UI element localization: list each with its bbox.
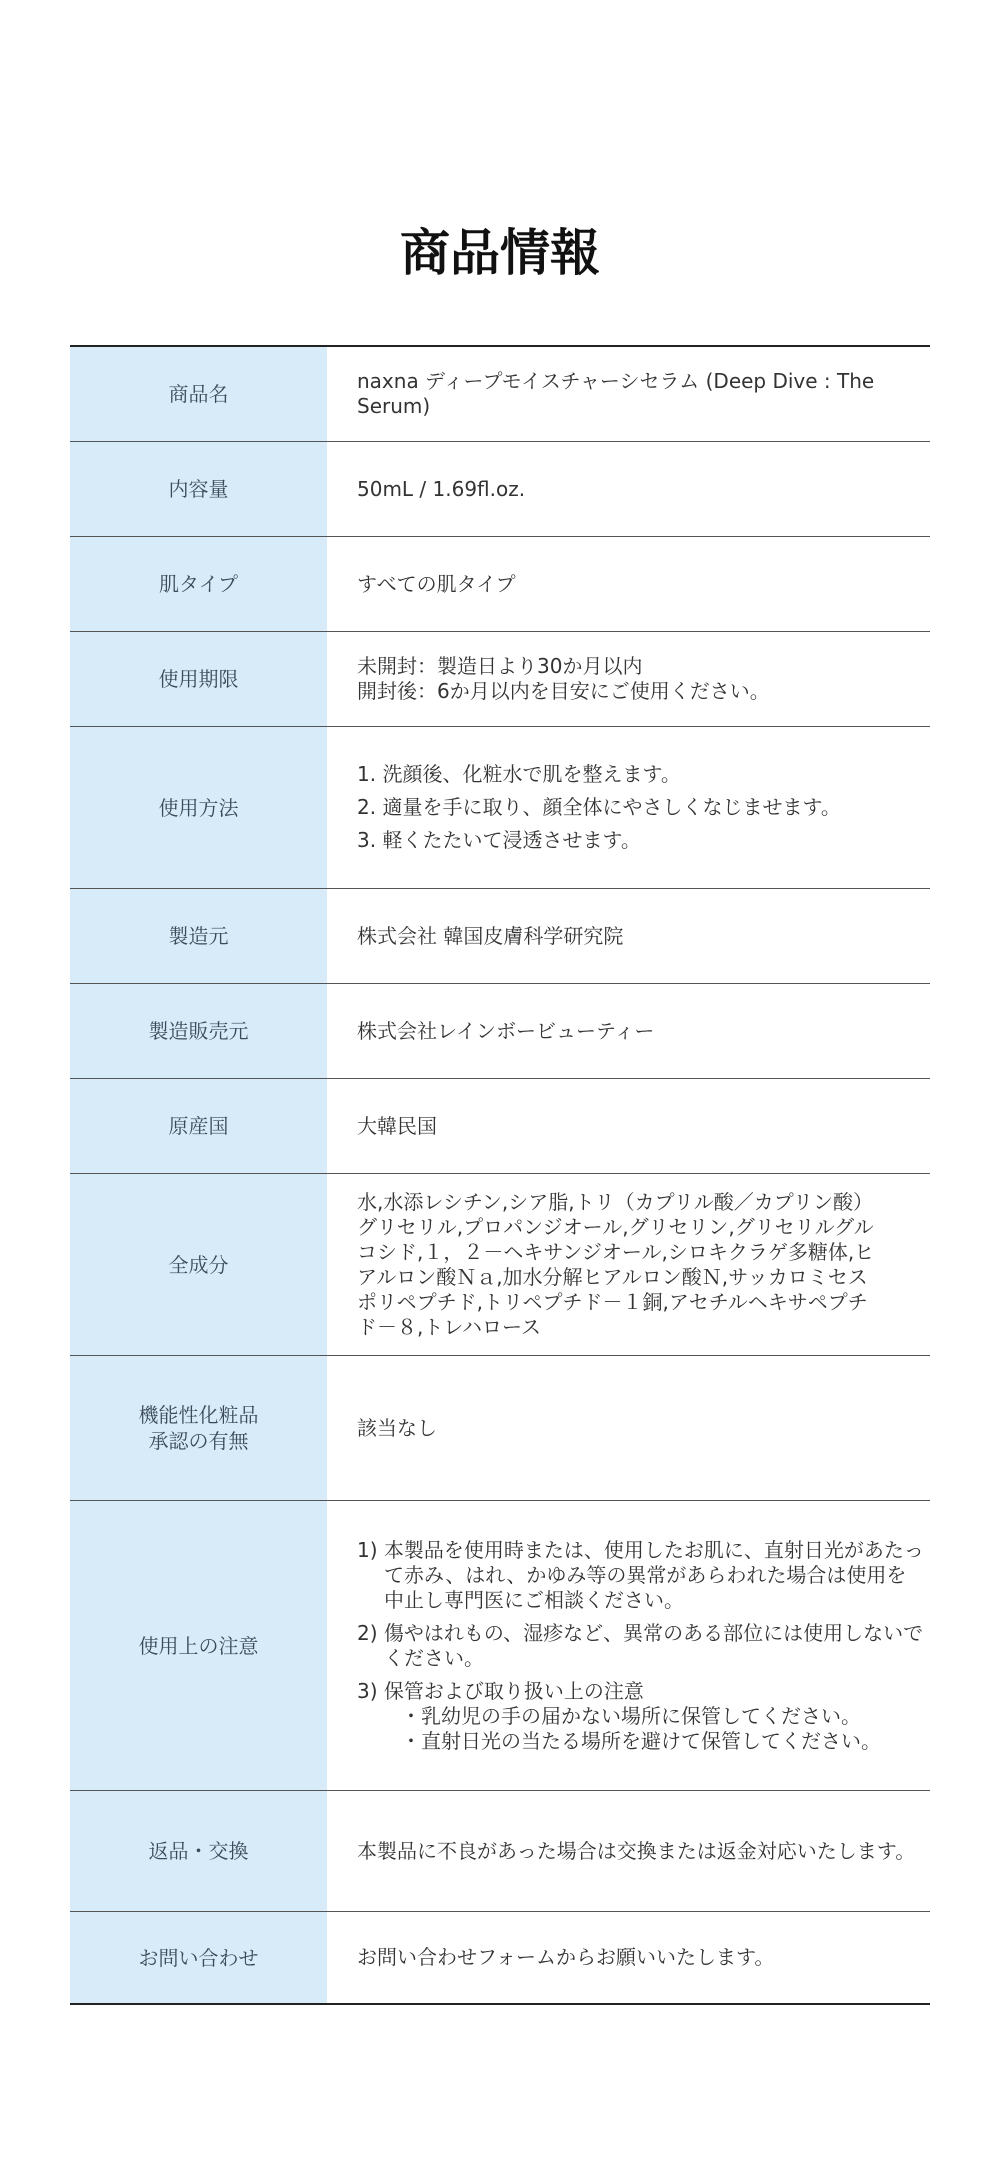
row-distributor — [70, 984, 930, 1079]
label-ingredients: 全成分 — [70, 1174, 327, 1355]
value-functional-cosmetic — [327, 1356, 930, 1500]
row-contact — [70, 1912, 930, 2003]
row-origin — [70, 1079, 930, 1174]
label-functional-cosmetic — [70, 1356, 327, 1500]
label-caution: 使用上の注意 — [70, 1501, 327, 1790]
label-volume: 内容量 — [70, 442, 327, 536]
usage-step: 1. 洗顔後、化粧水で肌を整えます。 — [357, 762, 681, 786]
row-manufacturer — [70, 889, 930, 984]
product-name-text: naxna ディープモイスチャーシセラム (Deep Dive : The Serum) — [357, 369, 875, 418]
value-origin — [327, 1079, 930, 1173]
value-returns — [327, 1791, 930, 1911]
row-volume — [70, 442, 930, 537]
caution-item: 3) 保管および取り扱い上の注意 — [357, 1678, 644, 1703]
label-expiry: 使用期限 — [70, 632, 327, 726]
label-manufacturer: 製造元 — [70, 889, 327, 983]
label-functional-line: 機能性化粧品 — [138, 1403, 259, 1427]
usage-step: 3. 軽くたたいて浸透させます。 — [357, 828, 641, 852]
volume-text: 50mL / 1.69fl.oz. — [357, 476, 526, 501]
label-product-name: 商品名 — [70, 347, 327, 441]
value-distributor — [327, 984, 930, 1078]
row-usage — [70, 727, 930, 889]
caution-subitem: ・乳幼児の手の届かない場所に保管してください。 — [401, 1703, 861, 1728]
label-origin: 原産国 — [70, 1079, 327, 1173]
contact-text: お問い合わせフォームからお願いいたします。 — [357, 1945, 775, 1969]
caution-item: 2) 傷やはれもの、湿疹など、異常のある部位には使用しないでください。 — [357, 1620, 924, 1670]
value-volume — [327, 442, 930, 536]
row-returns — [70, 1791, 930, 1912]
value-product-name — [327, 347, 930, 441]
functional-text: 該当なし — [357, 1415, 437, 1440]
row-skin-type — [70, 537, 930, 632]
caution-subitem: ・直射日光の当たる場所を避けて保管してください。 — [401, 1728, 881, 1753]
product-info-table — [70, 345, 930, 2005]
manufacturer-text: 株式会社 韓国皮膚科学研究院 — [357, 923, 624, 948]
label-contact: お問い合わせ — [70, 1912, 327, 2003]
expiry-opened: 開封後：6か月以内を目安にご使用ください。 — [357, 679, 770, 703]
label-skin-type: 肌タイプ — [70, 537, 327, 631]
value-usage — [327, 727, 930, 888]
page-title: 商品情報 — [400, 224, 600, 282]
expiry-unopened: 未開封：製造日より30か月以内 — [357, 654, 643, 678]
ingredients-text: 水,水添レシチン,シア脂,トリ（カプリル酸／カプリン酸） グリセリル,プロパンジオール,グリセリン,グリセリルグル コシド,１，２－ヘキサンジオール,シロキクラゲ多糖体,ヒ アルロン酸Ｎａ,加水分解ヒアルロン酸Ｎ,サッカロミセス ポリペプチド,トリペプチド－１銅,アセチルヘキサペプチ ド－８,トレハロース — [357, 1189, 875, 1339]
usage-step: 2. 適量を手に取り、顔全体にやさしくなじませます。 — [357, 795, 841, 819]
row-ingredients — [70, 1174, 930, 1356]
label-returns: 返品・交換 — [70, 1791, 327, 1911]
label-functional-line: 承認の有無 — [148, 1429, 249, 1453]
origin-text: 大韓民国 — [357, 1113, 437, 1138]
row-functional-cosmetic — [70, 1356, 930, 1501]
distributor-text: 株式会社レインボービューティー — [357, 1018, 655, 1043]
value-caution — [327, 1501, 930, 1790]
row-product-name — [70, 347, 930, 442]
returns-text: 本製品に不良があった場合は交換または返金対応いたします。 — [357, 1838, 916, 1863]
value-ingredients — [327, 1174, 930, 1355]
caution-item: 1) 本製品を使用時または、使用したお肌に、直射日光があたって赤み、はれ、かゆみ等の異常があらわれた場合は使用を中止し専門医にご相談ください。 — [357, 1537, 924, 1612]
value-skin-type — [327, 537, 930, 631]
row-expiry — [70, 632, 930, 727]
label-distributor: 製造販売元 — [70, 984, 327, 1078]
value-expiry — [327, 632, 930, 726]
value-manufacturer — [327, 889, 930, 983]
value-contact — [327, 1912, 930, 2003]
label-usage: 使用方法 — [70, 727, 327, 888]
skin-type-text: すべての肌タイプ — [357, 571, 516, 596]
row-caution — [70, 1501, 930, 1791]
